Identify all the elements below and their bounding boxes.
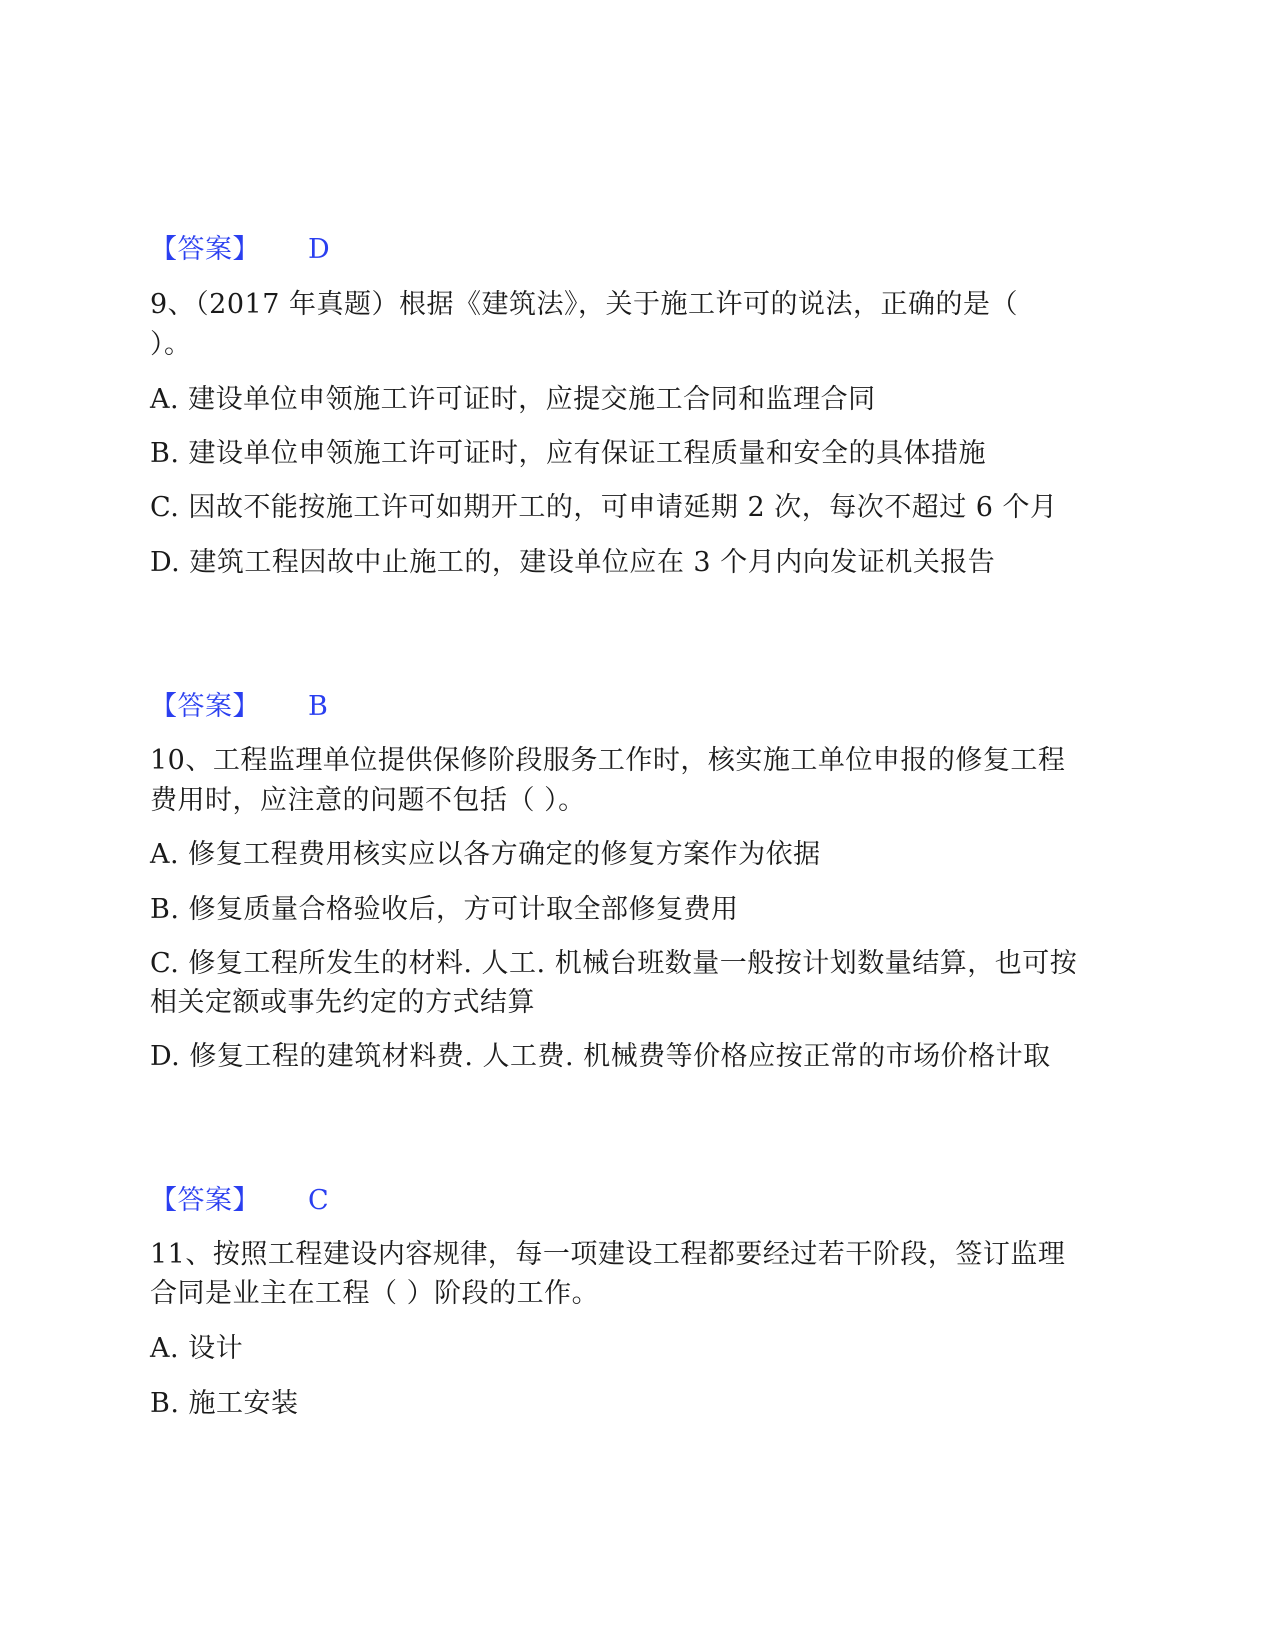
answer-label: 【答案】: [150, 234, 260, 265]
question-9-line-2: ）。: [150, 329, 192, 360]
question-9-option-c: C. 因故不能按施工许可如期开工的，可申请延期 2 次，每次不超过 6 个月: [150, 492, 1058, 523]
answer-value: C: [308, 1185, 330, 1216]
answer-value: D: [308, 234, 331, 265]
question-11-line-1: 11、按照工程建设内容规律，每一项建设工程都要经过若干阶段，签订监理: [150, 1239, 1066, 1270]
question-10-option-d: D. 修复工程的建筑材料费. 人工费. 机械费等价格应按正常的市场价格计取: [150, 1041, 1051, 1072]
question-10-line-2: 费用时，应注意的问题不包括（ ）。: [150, 785, 586, 816]
question-10-line-1: 10、工程监理单位提供保修阶段服务工作时，核实施工单位申报的修复工程: [150, 745, 1066, 776]
question-11-option-b: B. 施工安装: [150, 1388, 299, 1419]
answer-value: B: [308, 691, 329, 722]
question-10-option-c-line-2: 相关定额或事先约定的方式结算: [150, 987, 535, 1018]
question-9-option-b: B. 建设单位申领施工许可证时，应有保证工程质量和安全的具体措施: [150, 438, 987, 469]
answer-label: 【答案】: [150, 691, 260, 722]
question-9-line-1: 9、（2017 年真题）根据《建筑法》，关于施工许可的说法，正确的是（: [150, 289, 1018, 320]
question-11-line-2: 合同是业主在工程（ ）阶段的工作。: [150, 1278, 600, 1309]
question-11-option-a: A. 设计: [150, 1333, 244, 1364]
question-10-option-b: B. 修复质量合格验收后，方可计取全部修复费用: [150, 894, 739, 925]
question-10-option-a: A. 修复工程费用核实应以各方确定的修复方案作为依据: [150, 839, 821, 870]
answer-label: 【答案】: [150, 1185, 260, 1216]
question-10-option-c-line-1: C. 修复工程所发生的材料. 人工. 机械台班数量一般按计划数量结算，也可按: [150, 948, 1078, 979]
answer-line: [150, 1181, 329, 1221]
answer-line: [150, 687, 328, 727]
question-9-option-d: D. 建筑工程因故中止施工的，建设单位应在 3 个月内向发证机关报告: [150, 547, 996, 578]
question-9-option-a: A. 建设单位申领施工许可证时，应提交施工合同和监理合同: [150, 384, 876, 415]
answer-line: [150, 230, 330, 270]
